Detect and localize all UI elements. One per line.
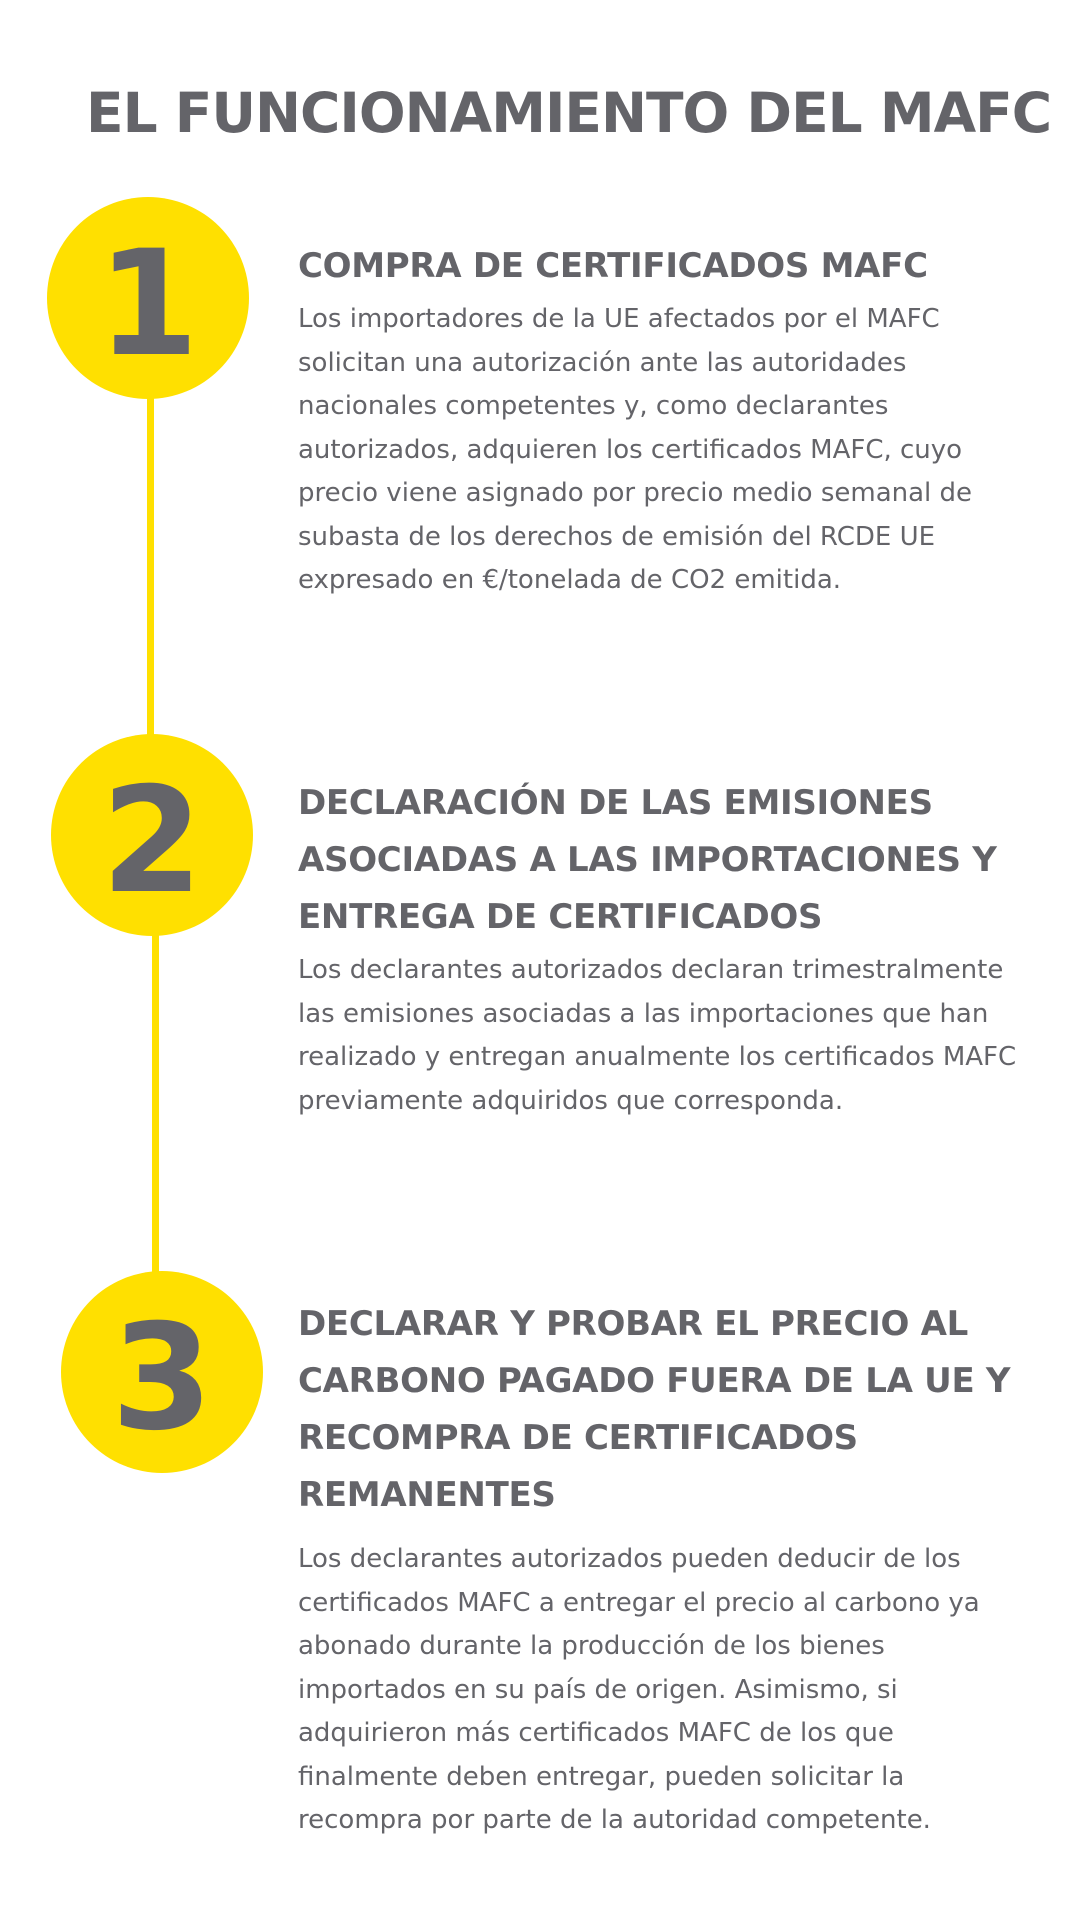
timeline-connector-2-3 bbox=[152, 920, 159, 1280]
step-3-body: Los declarantes autorizados pueden deducir de los certificados MAFC a entregar el precio al carbono ya abonado durante la producción de los bienes importados en su país de origen. Asimismo, si adquirieron más certificados MAFC de los que finalmente deben entregar, pueden solicitar la recompra por parte de la autoridad competente. bbox=[298, 1544, 980, 1835]
step-3-number: 3 bbox=[111, 1293, 213, 1463]
step-1-heading: COMPRA DE CERTIFICADOS MAFC bbox=[298, 246, 928, 286]
step-2-heading: DECLARACIÓN DE LAS EMISIONES ASOCIADAS A LAS IMPORTACIONES Y ENTREGA DE CERTIFICADOS bbox=[298, 783, 997, 937]
step-1-marker bbox=[47, 197, 249, 399]
page-title: EL FUNCIONAMIENTO DEL MAFC bbox=[86, 81, 1052, 145]
step-3-marker bbox=[61, 1271, 263, 1473]
step-2-marker bbox=[51, 734, 253, 936]
step-2-body: Los declarantes autorizados declaran trimestralmente las emisiones asociadas a las importaciones que han realizado y entregan anualmente los certificados MAFC previamente adquiridos que corresponda. bbox=[298, 955, 1017, 1116]
step-3-heading: DECLARAR Y PROBAR EL PRECIO AL CARBONO PAGADO FUERA DE LA UE Y RECOMPRA DE CERTIFICADOS REMANENTES bbox=[298, 1304, 1011, 1515]
step-1-number: 1 bbox=[97, 219, 199, 389]
step-1-body: Los importadores de la UE afectados por el MAFC solicitan una autorización ante las autoridades nacionales competentes y, como declarantes autorizados, adquieren los certificados MAFC, cuyo precio viene asignado por precio medio semanal de subasta de los derechos de emisión del RCDE UE expresado en €/tonelada de CO2 emitida. bbox=[298, 304, 973, 595]
step-2-number: 2 bbox=[101, 756, 203, 926]
timeline-connector-1-2 bbox=[147, 380, 154, 740]
